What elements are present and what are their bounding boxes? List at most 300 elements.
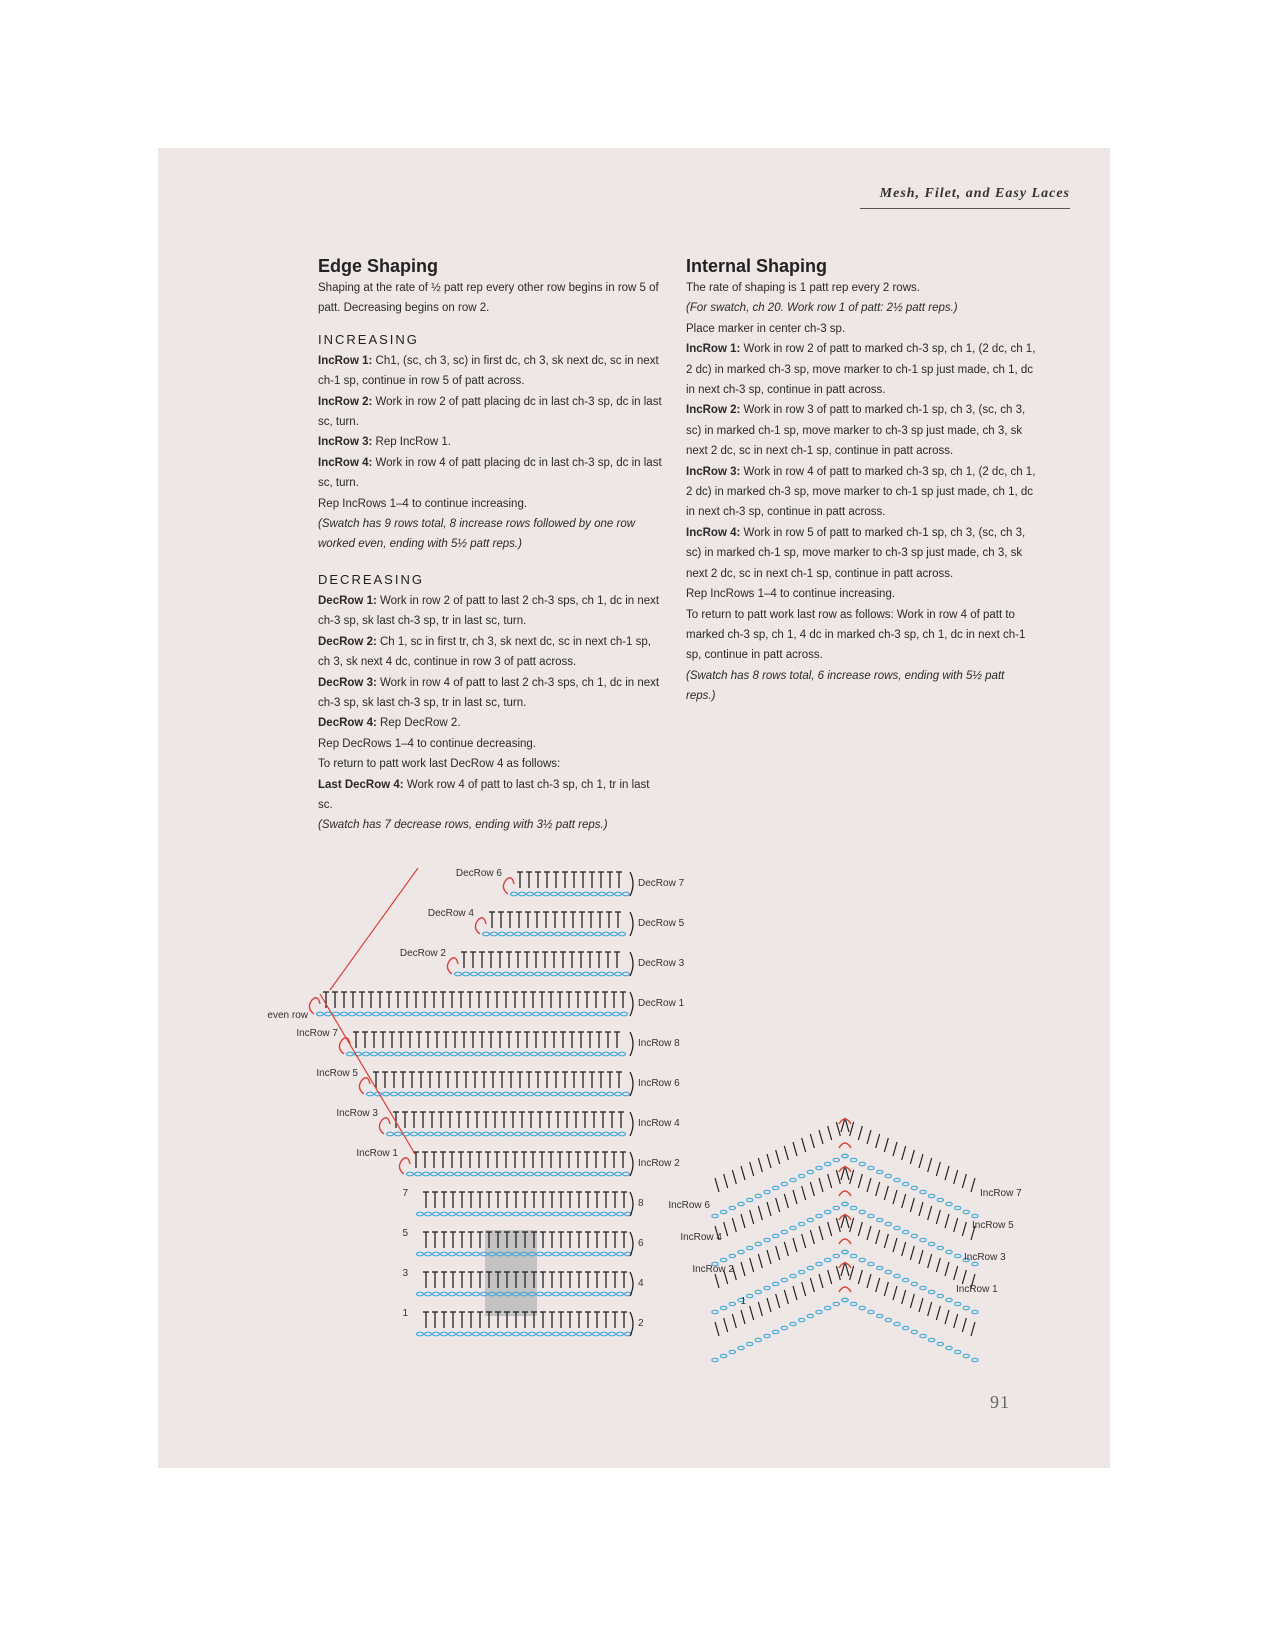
dc-stitch <box>876 1230 880 1244</box>
chain-stitch <box>471 1172 478 1176</box>
last-dec-label: Last DecRow 4: <box>318 778 404 791</box>
chain-stitch <box>597 1012 604 1016</box>
chain-stitch <box>595 1132 602 1136</box>
chevron-dc-row <box>715 1118 975 1192</box>
dc-stitch <box>802 1282 806 1296</box>
chain-stitch <box>781 1326 787 1329</box>
dc-stitch <box>715 1178 719 1192</box>
chain-stitch <box>511 972 518 976</box>
chain-stitch <box>833 1158 839 1161</box>
chain-stitch <box>585 1252 592 1256</box>
internal-return: To return to patt work last row as follows: Work in row 4 of patt to marked ch-3 sp, ch 1, 4 dc in marked ch-3 sp, ch 1, dc in next ch-1 sp, continue in patt across. <box>686 608 1026 662</box>
chain-stitch <box>469 1012 476 1016</box>
chain-stitch <box>579 932 586 936</box>
chain-stitch <box>553 1212 560 1216</box>
internal-row-2-label: IncRow 2: <box>686 404 741 417</box>
chain-stitch <box>515 932 522 936</box>
chain-stitch <box>603 1052 610 1056</box>
chain-stitch <box>537 1332 544 1336</box>
chain-stitch <box>465 1252 472 1256</box>
chain-stitch <box>601 1292 608 1296</box>
chain-stitch <box>463 1172 470 1176</box>
chain-stitch <box>615 1092 622 1096</box>
dc-stitch <box>858 1222 862 1236</box>
dc-stitch <box>867 1274 871 1288</box>
dc-stitch <box>858 1270 862 1284</box>
dc-stitch <box>828 1270 832 1284</box>
dc-stitch <box>867 1226 871 1240</box>
dc-stitch <box>828 1174 832 1188</box>
chain-stitch <box>876 1314 882 1317</box>
chain-stitch <box>585 1212 592 1216</box>
chain-stitch <box>403 1052 410 1056</box>
dc-stitch <box>962 1174 966 1188</box>
chain-stitch <box>617 1332 624 1336</box>
dc-row <box>517 872 622 888</box>
chain-stitch <box>453 1012 460 1016</box>
chain-stitch <box>876 1266 882 1269</box>
chain-stitch <box>807 1266 813 1269</box>
chain-stitch <box>373 1012 380 1016</box>
chain-stitch <box>591 1172 598 1176</box>
dc-stitch <box>884 1282 888 1296</box>
chain-stitch <box>842 1154 848 1157</box>
row-label-right: DecRow 1 <box>638 998 685 1009</box>
dc-stitch <box>732 1314 736 1328</box>
chain-stitch <box>842 1298 848 1301</box>
row-label-right: IncRow 4 <box>638 1118 680 1129</box>
dc-stitch <box>802 1186 806 1200</box>
chain-stitch <box>555 1052 562 1056</box>
chain-stitch <box>583 972 590 976</box>
dec-row-2-label: DecRow 2: <box>318 635 377 648</box>
chain-stitch <box>427 1052 434 1056</box>
dec-row-4 <box>318 713 663 733</box>
chain-stitch <box>439 1092 446 1096</box>
dc-stitch <box>793 1238 797 1252</box>
internal-row-1-label: IncRow 1: <box>686 343 741 356</box>
dec-row-3-label: DecRow 3: <box>318 676 377 689</box>
chain-stitch <box>537 1292 544 1296</box>
chain-stitch <box>441 1212 448 1216</box>
turning-chain <box>630 1032 633 1056</box>
chain-stitch <box>467 1052 474 1056</box>
dc-stitch <box>962 1318 966 1332</box>
chain-stitch <box>551 1172 558 1176</box>
row-label-left: IncRow 7 <box>296 1028 338 1039</box>
row-label-right: IncRow 2 <box>638 1158 680 1169</box>
dc-stitch <box>910 1246 914 1260</box>
dec-row-3 <box>318 673 663 714</box>
chain-stitch <box>559 972 566 976</box>
chain-stitch <box>613 1012 620 1016</box>
chain-stitch <box>781 1230 787 1233</box>
internal-shaping-title: Internal Shaping <box>686 256 828 276</box>
chain-stitch <box>515 1132 522 1136</box>
chain-stitch <box>443 1132 450 1136</box>
chain-stitch <box>609 1252 616 1256</box>
chain-row <box>417 1332 632 1336</box>
chain-stitch <box>587 1052 594 1056</box>
chain-stitch <box>395 1052 402 1056</box>
chain-stitch <box>505 1332 512 1336</box>
chain-stitch <box>623 892 630 896</box>
dc-stitch <box>810 1278 814 1292</box>
chain-stitch <box>545 1212 552 1216</box>
chain-stitch <box>902 1326 908 1329</box>
chain-stitch <box>607 972 614 976</box>
chain-stitch <box>807 1170 813 1173</box>
chain-stitch <box>575 972 582 976</box>
chain-stitch <box>497 1332 504 1336</box>
chain-row <box>347 1052 626 1056</box>
row-label-right: 6 <box>638 1238 644 1249</box>
chain-stitch <box>445 1012 452 1016</box>
dec-note: (Swatch has 7 decrease rows, ending with 3½ patt reps.) <box>318 819 608 832</box>
dc-stitch <box>858 1126 862 1140</box>
row-label-right: IncRow 8 <box>638 1038 680 1049</box>
chain-stitch <box>447 1092 454 1096</box>
chain-stitch <box>972 1214 978 1217</box>
chain-stitch <box>523 1052 530 1056</box>
dc-stitch <box>971 1178 975 1192</box>
last-dec-row <box>318 775 663 816</box>
chain-stitch <box>535 1092 542 1096</box>
chain-stitch <box>920 1334 926 1337</box>
chain-stitch <box>527 892 534 896</box>
chain-stitch <box>491 932 498 936</box>
chain-stitch <box>459 1052 466 1056</box>
row-label-left: 3 <box>402 1268 408 1279</box>
internal-intro: The rate of shaping is 1 patt rep every 2 rows. <box>686 282 920 294</box>
chain-stitch <box>527 972 534 976</box>
row-label-right: 2 <box>638 1318 644 1329</box>
chain-stitch <box>569 1332 576 1336</box>
chain-stitch <box>531 1052 538 1056</box>
chain-stitch <box>451 1052 458 1056</box>
chain-stitch <box>850 1302 856 1305</box>
chain-stitch <box>593 1332 600 1336</box>
chain-stitch <box>790 1226 796 1229</box>
chain-stitch <box>798 1318 804 1321</box>
dc-stitch <box>936 1258 940 1272</box>
row-label-left: DecRow 4 <box>427 908 474 919</box>
chain-stitch <box>902 1182 908 1185</box>
dc-stitch <box>802 1234 806 1248</box>
dc-stitch <box>828 1222 832 1236</box>
turning-chain <box>630 992 633 1016</box>
chain-stitch <box>833 1302 839 1305</box>
shaping-stitch <box>309 998 320 1014</box>
chain-stitch <box>772 1330 778 1333</box>
chain-stitch <box>720 1210 726 1213</box>
chain-stitch <box>503 1092 510 1096</box>
chain-stitch <box>503 972 510 976</box>
chain-stitch <box>479 1092 486 1096</box>
chain-stitch <box>429 1012 436 1016</box>
internal-row-2-text: Work in row 3 of patt to marked ch-1 sp, ch 3, (sc, ch 3, sc) in marked ch-1 sp, move marker to ch-3 sp just made, ch 3, sk next 2 dc, sc in next ch-1 sp, continue in patt across. <box>686 404 1026 458</box>
chain-stitch <box>885 1174 891 1177</box>
dc-stitch <box>945 1166 949 1180</box>
dc-stitch <box>810 1182 814 1196</box>
chain-stitch <box>499 932 506 936</box>
chain-stitch <box>457 1332 464 1336</box>
turning-chain <box>630 1152 633 1176</box>
edge-shaping-intro: Shaping at the rate of ½ patt rep every other row begins in row 5 of patt. Decreasing begins on row 2. <box>318 282 659 315</box>
chain-stitch <box>567 972 574 976</box>
chain-stitch <box>579 1052 586 1056</box>
chain-stitch <box>459 1132 466 1136</box>
chain-stitch <box>894 1178 900 1181</box>
chain-stitch <box>842 1202 848 1205</box>
chain-stitch <box>561 1332 568 1336</box>
chain-stitch <box>483 1132 490 1136</box>
chain-stitch <box>928 1242 934 1245</box>
chain-stitch <box>433 1212 440 1216</box>
chain-stitch <box>381 1012 388 1016</box>
chain-stitch <box>824 1162 830 1165</box>
turning-chain <box>630 912 633 936</box>
chain-stitch <box>755 1194 761 1197</box>
chain-stitch <box>499 1132 506 1136</box>
chain-stitch <box>457 1252 464 1256</box>
chain-stitch <box>455 1092 462 1096</box>
chain-stitch <box>585 1292 592 1296</box>
chain-stitch <box>621 1012 628 1016</box>
internal-marker: Place marker in center ch-3 sp. <box>686 322 846 335</box>
chevron-chain-row <box>712 1250 978 1313</box>
chain-stitch <box>595 932 602 936</box>
dc-stitch <box>750 1210 754 1224</box>
chain-stitch <box>387 1052 394 1056</box>
chain-stitch <box>449 1332 456 1336</box>
inc-row-1-label: IncRow 1: <box>318 354 373 367</box>
chain-stitch <box>868 1166 874 1169</box>
internal-shaping-chart <box>668 1108 1080 1358</box>
chain-stitch <box>531 932 538 936</box>
chain-stitch <box>601 1252 608 1256</box>
chain-stitch <box>798 1174 804 1177</box>
chain-stitch <box>505 1212 512 1216</box>
chain-stitch <box>729 1302 735 1305</box>
row-label-right: DecRow 7 <box>638 878 685 889</box>
chain-stitch <box>772 1282 778 1285</box>
last-dec-text: Work row 4 of patt to last ch-3 sp, ch 1, tr in last sc. <box>318 778 650 811</box>
chain-stitch <box>419 1052 426 1056</box>
chain-stitch <box>529 1332 536 1336</box>
chain-stitch <box>619 1132 626 1136</box>
dc-stitch <box>776 1246 780 1260</box>
row-label-left: IncRow 1 <box>356 1148 398 1159</box>
chain-stitch <box>587 932 594 936</box>
chain-stitch <box>764 1190 770 1193</box>
chain-stitch <box>589 1012 596 1016</box>
chain-stitch <box>609 1212 616 1216</box>
chevron-label-left: IncRow 2 <box>692 1264 734 1275</box>
chain-stitch <box>463 1092 470 1096</box>
dc-stitch <box>945 1262 949 1276</box>
chain-stitch <box>383 1092 390 1096</box>
decreasing-heading: DECREASING <box>318 571 424 587</box>
chain-stitch <box>497 1212 504 1216</box>
dc-stitch <box>741 1262 745 1276</box>
dc-stitch <box>954 1266 958 1280</box>
dc-stitch <box>884 1234 888 1248</box>
dc-stitch <box>858 1174 862 1188</box>
chain-stitch <box>937 1294 943 1297</box>
chain-stitch <box>583 1092 590 1096</box>
chain-stitch <box>902 1230 908 1233</box>
chain-stitch <box>433 1252 440 1256</box>
row-label-left: 5 <box>402 1228 408 1239</box>
chain-stitch <box>563 1052 570 1056</box>
chain-stitch <box>509 1012 516 1016</box>
chain-stitch <box>577 1212 584 1216</box>
chain-stitch <box>449 1292 456 1296</box>
chain-stitch <box>557 1012 564 1016</box>
chain-stitch <box>473 1252 480 1256</box>
dc-stitch <box>867 1130 871 1144</box>
row-label-left: even row <box>267 1010 308 1021</box>
chain-stitch <box>937 1198 943 1201</box>
chain-stitch <box>449 1252 456 1256</box>
chain-stitch <box>859 1306 865 1309</box>
dc-row <box>413 1152 626 1168</box>
chain-stitch <box>587 1132 594 1136</box>
chain-stitch <box>876 1218 882 1221</box>
chain-stitch <box>567 1092 574 1096</box>
chain-stitch <box>551 972 558 976</box>
chain-stitch <box>599 972 606 976</box>
chain-stitch <box>317 1012 324 1016</box>
chain-stitch <box>555 1132 562 1136</box>
dc-stitch <box>819 1226 823 1240</box>
chain-stitch <box>609 1292 616 1296</box>
dc-stitch <box>884 1186 888 1200</box>
chain-stitch <box>539 1132 546 1136</box>
dec-row-2 <box>318 632 663 673</box>
chain-stitch <box>539 932 546 936</box>
internal-shaping-column <box>686 254 1036 707</box>
chain-stitch <box>387 1132 394 1136</box>
chain-stitch <box>411 1052 418 1056</box>
chain-stitch <box>946 1298 952 1301</box>
chain-stitch <box>551 892 558 896</box>
inc-row-2-text: Work in row 2 of patt placing dc in last ch-3 sp, dc in last sc, turn. <box>318 395 662 429</box>
chain-stitch <box>565 1012 572 1016</box>
chain-stitch <box>911 1330 917 1333</box>
dc-stitch <box>936 1306 940 1320</box>
chain-stitch <box>427 1132 434 1136</box>
internal-row-3-label: IncRow 3: <box>686 465 741 478</box>
chain-stitch <box>559 1092 566 1096</box>
chain-stitch <box>537 1252 544 1256</box>
dc-stitch <box>741 1310 745 1324</box>
chain-stitch <box>885 1222 891 1225</box>
chain-stitch <box>816 1214 822 1217</box>
chain-stitch <box>511 892 518 896</box>
dec-row-4-label: DecRow 4: <box>318 717 377 730</box>
chain-stitch <box>501 1012 508 1016</box>
chain-stitch <box>885 1270 891 1273</box>
chain-stitch <box>473 1332 480 1336</box>
chain-stitch <box>928 1338 934 1341</box>
dc-stitch <box>715 1322 719 1336</box>
dc-stitch <box>784 1242 788 1256</box>
chain-stitch <box>417 1292 424 1296</box>
chain-stitch <box>850 1254 856 1257</box>
chain-stitch <box>425 1292 432 1296</box>
chain-row <box>417 1212 632 1216</box>
chain-stitch <box>729 1350 735 1353</box>
dc-row <box>423 1192 627 1208</box>
chain-stitch <box>902 1278 908 1281</box>
chain-stitch <box>850 1158 856 1161</box>
chain-stitch <box>746 1246 752 1249</box>
chain-stitch <box>457 1212 464 1216</box>
dc-stitch <box>802 1138 806 1152</box>
turning-chain <box>630 872 633 896</box>
chain-stitch <box>972 1310 978 1313</box>
dc-stitch <box>750 1162 754 1176</box>
chain-row <box>407 1172 630 1176</box>
turning-chain <box>630 1112 633 1136</box>
dc-stitch <box>928 1254 932 1268</box>
chain-stitch <box>850 1206 856 1209</box>
chain-stitch <box>569 1292 576 1296</box>
row-label-left: DecRow 2 <box>399 948 446 959</box>
chain-stitch <box>479 1172 486 1176</box>
dc-row <box>423 1312 627 1328</box>
chain-stitch <box>347 1052 354 1056</box>
dc-stitch <box>828 1126 832 1140</box>
chain-stitch <box>543 972 550 976</box>
dc-stitch <box>962 1270 966 1284</box>
dc-stitch <box>919 1154 923 1168</box>
inc-repeat: Rep IncRows 1–4 to continue increasing. <box>318 497 528 510</box>
chain-stitch <box>363 1052 370 1056</box>
dc-stitch <box>819 1274 823 1288</box>
chain-stitch <box>611 1132 618 1136</box>
chain-stitch <box>543 1172 550 1176</box>
chain-stitch <box>549 1012 556 1016</box>
inc-row-4-label: IncRow 4: <box>318 456 373 469</box>
edge-line <box>330 868 418 990</box>
chain-stitch <box>519 972 526 976</box>
chain-stitch <box>876 1170 882 1173</box>
chain-stitch <box>583 892 590 896</box>
dc-stitch <box>758 1158 762 1172</box>
chain-stitch <box>545 1292 552 1296</box>
chain-stitch <box>607 1172 614 1176</box>
dc-stitch <box>776 1198 780 1212</box>
chain-stitch <box>599 1172 606 1176</box>
increase-mark <box>839 1191 851 1196</box>
chain-stitch <box>746 1198 752 1201</box>
chain-stitch <box>485 1012 492 1016</box>
chain-stitch <box>533 1012 540 1016</box>
increasing-heading: INCREASING <box>318 331 419 347</box>
shaping-stitch <box>359 1078 370 1094</box>
chain-stitch <box>417 1252 424 1256</box>
chain-stitch <box>591 1092 598 1096</box>
chain-stitch <box>489 1212 496 1216</box>
chain-stitch <box>495 972 502 976</box>
dc-row <box>373 1072 622 1088</box>
chain-stitch <box>455 972 462 976</box>
chain-stitch <box>527 1172 534 1176</box>
dc-stitch <box>715 1274 719 1288</box>
